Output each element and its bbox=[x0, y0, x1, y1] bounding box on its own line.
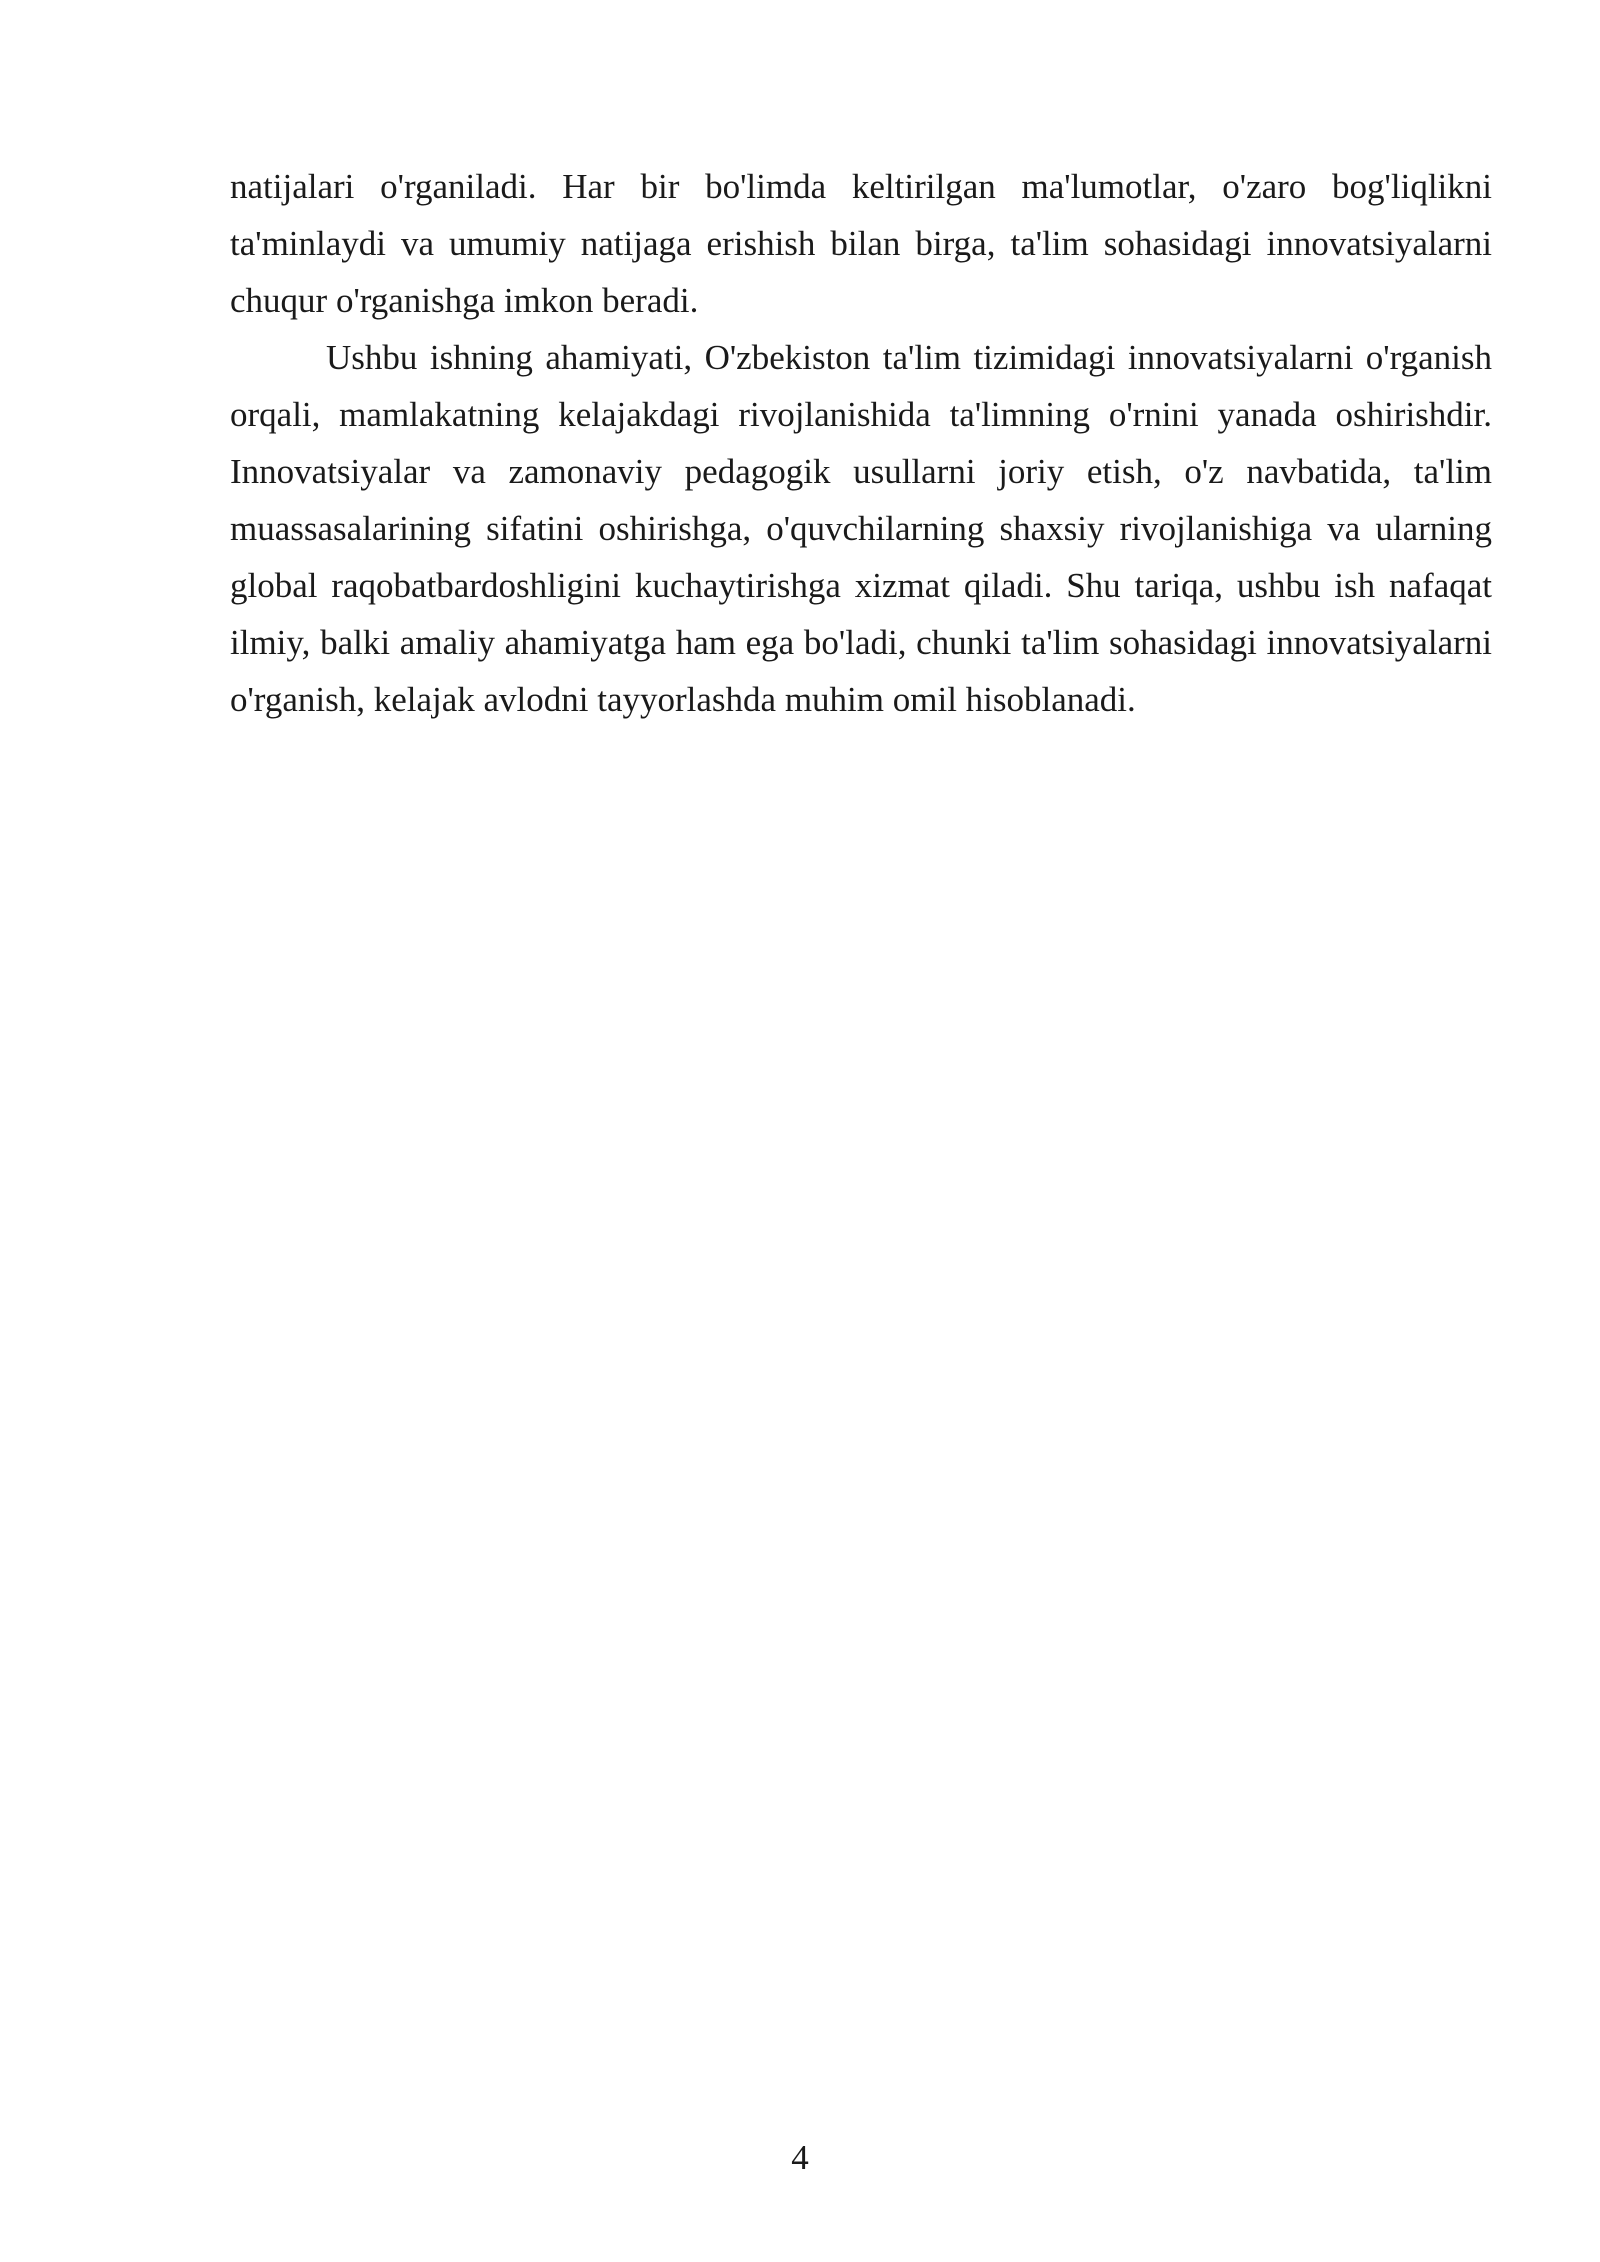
body-text bbox=[230, 158, 1492, 728]
paragraph-continuation: natijalari o'rganiladi. Har bir bo'limda keltirilgan ma'lumotlar, o'zaro bog'liqlikni ta'minlaydi va umumiy natijaga erishish bilan birga, ta'lim sohasidagi innovatsiyalarni chuqur o'rganishga imkon beradi. bbox=[230, 167, 1492, 320]
paragraph-significance: Ushbu ishning ahamiyati, O'zbekiston ta'lim tizimidagi innovatsiyalarni o'rganish orqali, mamlakatning kelajakdagi rivojlanishida ta'limning o'rnini yanada oshirishdir. Innovatsiyalar va zamonaviy pedagogik usullarni joriy etish, o'z navbatida, ta'lim muassasalarining sifatini oshirishga, o'quvchilarning shaxsiy rivojlanishiga va ularning global raqobatbardoshligini kuchaytirishga xizmat qiladi. Shu tariqa, ushbu ish nafaqat ilmiy, balki amaliy ahamiyatga ham ega bo'ladi, chunki ta'lim sohasidagi innovatsiyalarni o'rganish, kelajak avlodni tayyorlashda muhim omil hisoblanadi. bbox=[230, 338, 1492, 719]
page-number: 4 bbox=[791, 2138, 809, 2177]
